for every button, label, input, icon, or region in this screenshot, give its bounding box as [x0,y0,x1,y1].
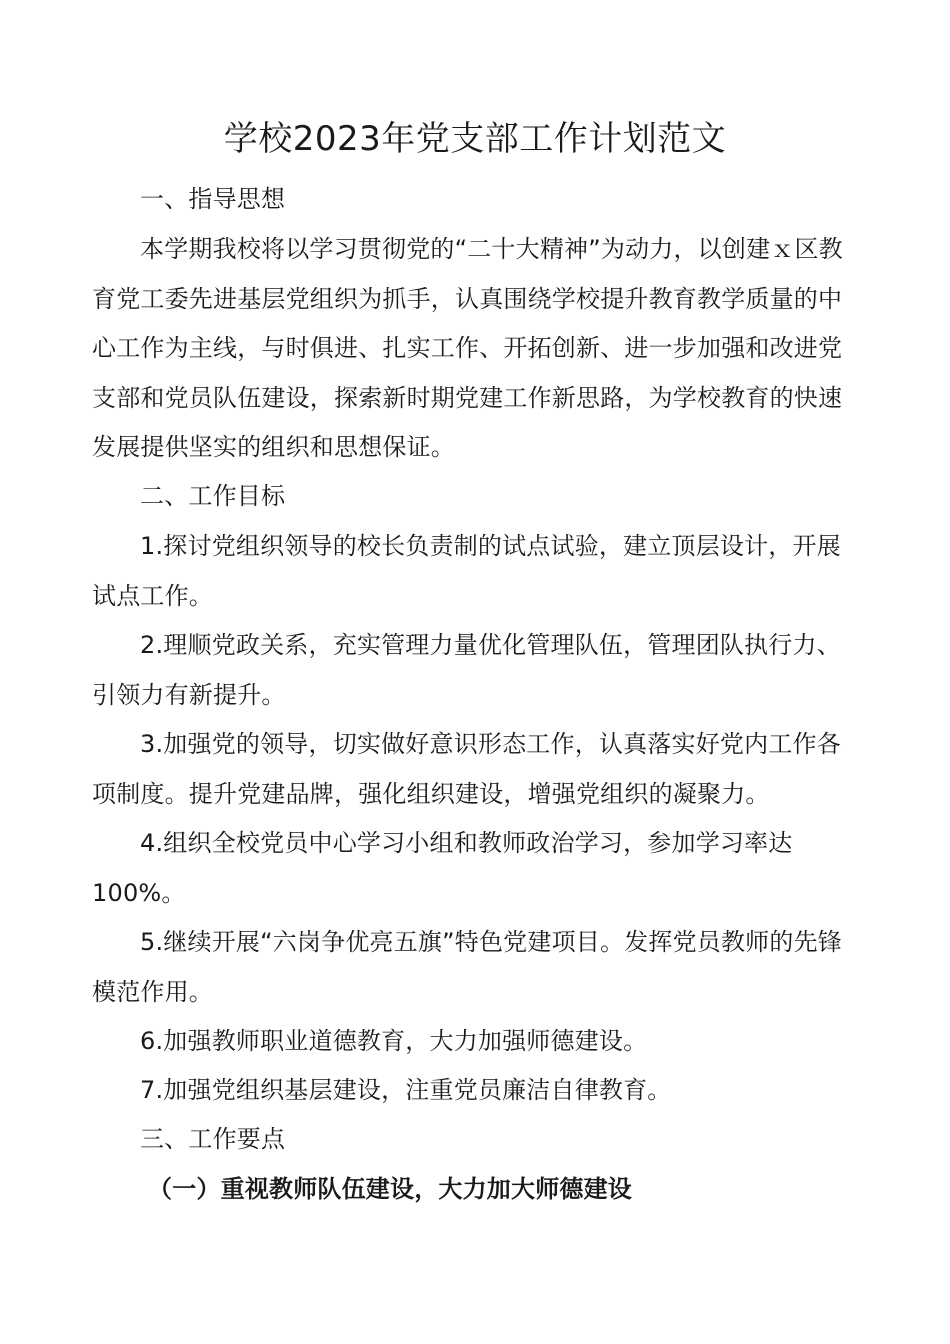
section-heading-goals: 二、工作目标 [140,482,286,510]
document-title: 学校2023年党支部工作计划范文 [223,119,727,159]
goal-item-4: 4.组织全校党员中心学习小组和教师政治学习，参加学习率达100%。 [92,829,793,907]
goal-item-7: 7.加强党组织基层建设，注重党员廉洁自律教育。 [140,1076,672,1104]
goal-item-6: 6.加强教师职业道德教育，大力加强师德建设。 [140,1027,648,1055]
section-heading-guiding-thought: 一、指导思想 [140,185,286,213]
section-heading-key-points: 三、工作要点 [140,1125,286,1153]
goal-item-3: 3.加强党的领导，切实做好意识形态工作，认真落实好党内工作各项制度。提升党建品牌，强化组织建设，增强党组织的凝聚力。 [92,730,841,808]
goal-item-2: 2.理顺党政关系，充实管理力量优化管理队伍，管理团队执行力、引领力有新提升。 [92,631,841,709]
goal-item-5: 5.继续开展“六岗争优亮五旗”特色党建项目。发挥党员教师的先锋模范作用。 [92,928,842,1006]
goal-item-1: 1.探讨党组织领导的校长负责制的试点试验，建立顶层设计，开展试点工作。 [92,532,841,610]
subsection-heading-teacher-team: （一）重视教师队伍建设，大力加大师德建设 [148,1175,632,1203]
paragraph-guiding-thought: 本学期我校将以学习贯彻党的“二十大精神”为动力，以创建ｘ区教育党工委先进基层党组织为抓手，认真围绕学校提升教育教学质量的中心工作为主线，与时俱进、扎实工作、开拓创新、进一步加强和改进党支部和党员队伍建设，探索新时期党建工作新思路，为学校教育的快速发展提供坚实的组织和思想保证。 [92,235,843,462]
